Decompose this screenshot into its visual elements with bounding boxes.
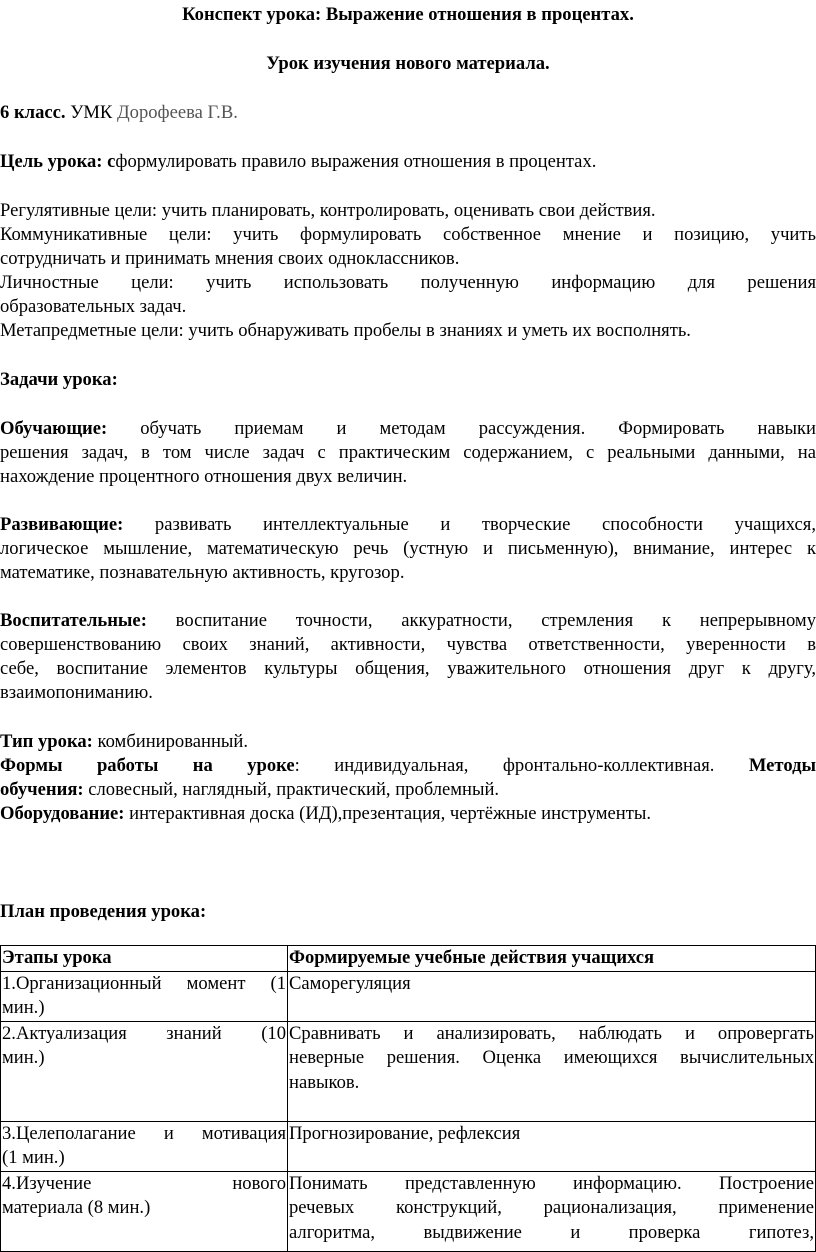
actions-cell: Понимать представленную информацию. Построение речевых конструкций, рационализация, применение алгоритма, выдвижение и проверка гипотез, bbox=[288, 1171, 816, 1251]
stage-cell: 3.Целеполагание и мотивация (1 мин.) bbox=[1, 1121, 288, 1171]
goal-line: Цель урока: сформулировать правило выражения отношения в процентах. bbox=[0, 151, 597, 172]
work-forms-line: Формы работы на уроке: индивидуальная, фронтально-коллективная. Методы bbox=[0, 755, 816, 776]
actions-cell: Саморегуляция bbox=[288, 971, 816, 1021]
developing-tasks-line3: математике, познавательную активность, кругозор. bbox=[0, 562, 405, 583]
lesson-plan-table bbox=[0, 945, 816, 1252]
document-title: Конспект урока: Выражение отношения в процентах. bbox=[182, 4, 634, 25]
document-subtitle: Урок изучения нового материала. bbox=[266, 53, 550, 74]
developing-tasks-line2: логическое мышление, математическую речь (устную и письменную), внимание, интерес к bbox=[0, 538, 816, 559]
table-header-actions: Формируемые учебные действия учащихся bbox=[288, 946, 816, 972]
equipment-line: Оборудование: интерактивная доска (ИД),презентация, чертёжные инструменты. bbox=[0, 803, 651, 824]
actions-cell: Сравнивать и анализировать, наблюдать и опровергать неверные решения. Оценка имеющихся вычислительных навыков. bbox=[288, 1021, 816, 1121]
table-row bbox=[1, 1021, 816, 1121]
upbringing-tasks-line3: себе, воспитание элементов культуры общения, уважительного отношения друг к другу, bbox=[0, 658, 816, 679]
lesson-type: Тип урока: комбинированный. bbox=[0, 731, 249, 752]
developing-tasks-line1: Развивающие: развивать интеллектуальные и творческие способности учащихся, bbox=[0, 514, 816, 535]
tasks-heading: Задачи урока: bbox=[0, 369, 118, 390]
stage-cell: 2.Актуализация знаний (10 мин.) bbox=[1, 1021, 288, 1121]
grade-line: 6 класс. УМК Дорофеева Г.В. bbox=[0, 102, 238, 123]
communicative-goals-line1: Коммуникативные цели: учить формулировать собственное мнение и позицию, учить bbox=[0, 224, 816, 245]
stage-cell: 4.Изучение нового материала (8 мин.) bbox=[1, 1171, 288, 1251]
table-row bbox=[1, 1121, 816, 1171]
communicative-goals-line2: сотрудничать и принимать мнения своих одноклассников. bbox=[0, 248, 460, 269]
educational-tasks-line1: Обучающие: обучать приемам и методам рассуждения. Формировать навыки bbox=[0, 418, 816, 439]
actions-cell: Прогнозирование, рефлексия bbox=[288, 1121, 816, 1171]
metasubject-goals: Метапредметные цели: учить обнаруживать пробелы в знаниях и уметь их восполнять. bbox=[0, 320, 691, 341]
table-header-stage: Этапы урока bbox=[1, 946, 288, 972]
upbringing-tasks-line1: Воспитательные: воспитание точности, аккуратности, стремления к непрерывному bbox=[0, 610, 816, 631]
table-row bbox=[1, 1171, 816, 1251]
personal-goals-line1: Личностные цели: учить использовать полученную информацию для решения bbox=[0, 272, 816, 293]
methods-line: обучения: словесный, наглядный, практический, проблемный. bbox=[0, 779, 500, 800]
plan-heading: План проведения урока: bbox=[0, 901, 207, 922]
upbringing-tasks-line2: совершенствованию своих знаний, активности, чувства ответственности, уверенности в bbox=[0, 634, 816, 655]
regulative-goals: Регулятивные цели: учить планировать, контролировать, оценивать свои действия. bbox=[0, 200, 656, 221]
upbringing-tasks-line4: взаимопониманию. bbox=[0, 682, 153, 703]
educational-tasks-line2: решения задач, в том числе задач с практическим содержанием, с реальными данными, на bbox=[0, 442, 816, 463]
stage-cell: 1.Организационный момент (1 мин.) bbox=[1, 971, 288, 1021]
personal-goals-line2: образовательных задач. bbox=[0, 296, 187, 317]
table-header-row bbox=[1, 946, 816, 972]
table-row bbox=[1, 971, 816, 1021]
educational-tasks-line3: нахождение процентного отношения двух величин. bbox=[0, 466, 408, 487]
